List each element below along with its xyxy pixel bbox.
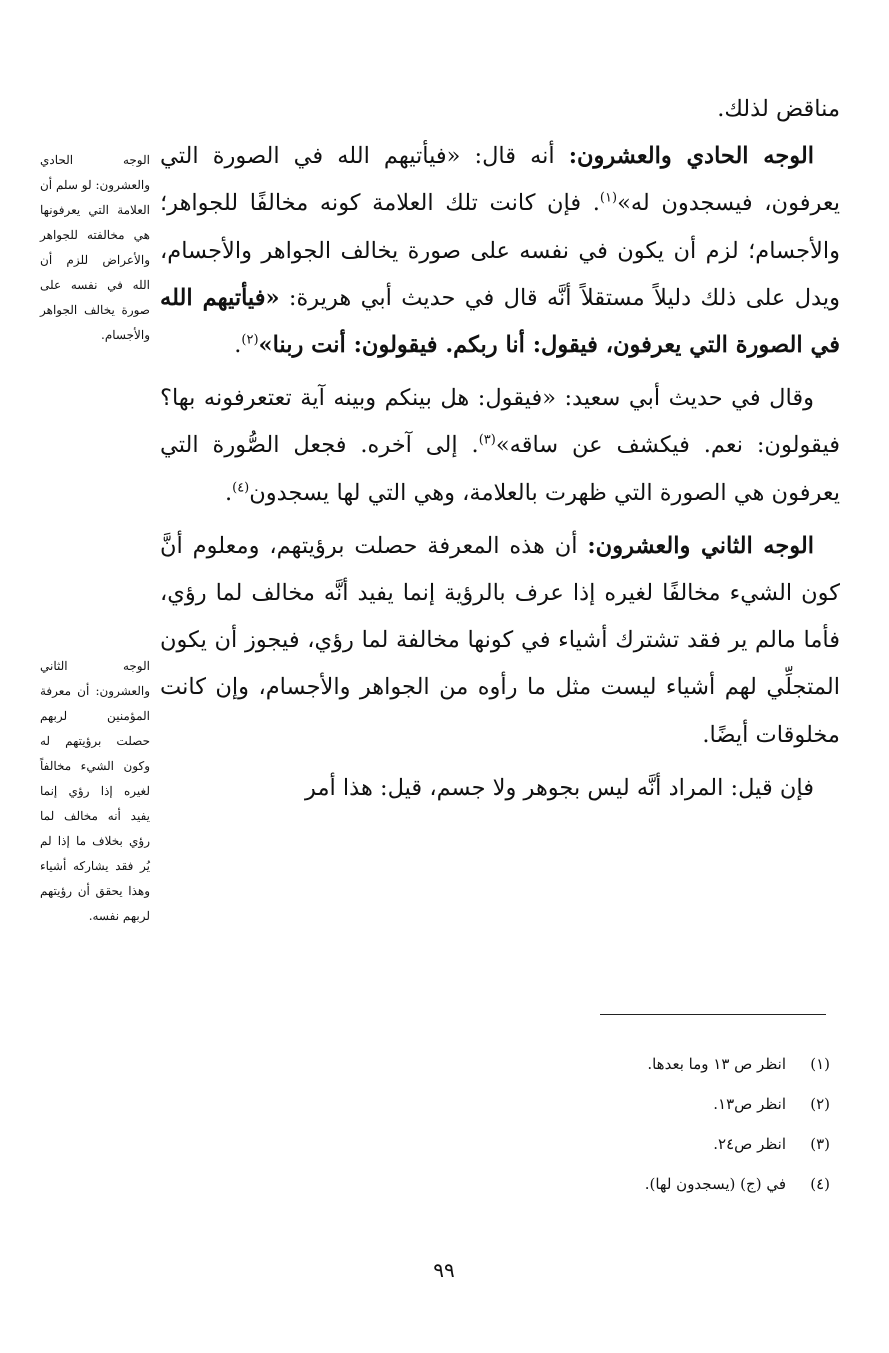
footnote-divider — [600, 1014, 826, 1015]
footnotes — [480, 1044, 830, 1204]
margin-note-22: الوجه الثاني والعشرون: أن معرفة المؤمنين لربهم حصلت برؤيتهم له وكون الشيء مخالفاً لغيره إذا رؤي إنما يفيد أنه مخالف لما رؤي بخلاف ما إذا لم يُر فقد يشاركه أشياء وهذا يحقق أن رؤيتهم لربهم نفسه. — [40, 659, 150, 923]
section-heading-21: الوجه الحادي والعشرون: — [568, 143, 814, 170]
main-text — [160, 86, 840, 812]
hadith-quote-bold: «فيأتيهم الله في الصورة التي يعرفون، فيقول: أنا ربكم. فيقولون: أنت ربنا» — [160, 284, 840, 359]
footnote-item: (٢) انظر ص١٣. — [713, 1095, 830, 1113]
paragraph-5: فإن قيل: المراد أنَّه ليس بجوهر ولا جسم، قيل: هذا أمر — [305, 774, 814, 801]
footnote-ref-2: (٢) — [241, 332, 259, 348]
paragraph-3: وقال في حديث أبي سعيد: «فيقول: هل بينكم وبينه آية تعتعرفونه بها؟ فيقولون: نعم. فيكشف عن ساقه»$^{(٣)}$. إلى آخره. فجعل الصُّورة التي يعرفون هي الصورة التي ظهرت بالعلامة، وهي التي لها يسجدون$^{(٤)}$. — [160, 385, 840, 506]
paragraph-4: الوجه الثاني والعشرون: أن هذه المعرفة حصلت برؤيتهم، ومعلوم أنَّ كون الشيء مخالفًا لغيره إذا عرف بالرؤية إنما يفيد أنَّه مخالف لما رؤي، فأما مالم ير فقد تشترك أشياء في كونها مخالفة لما رؤي، فيجوز أن يكون المتجلِّي لهم أشياء ليست مثل ما رأوه من الجواهر والأجسام، وإن كانت مخلوقات أيضًا. — [160, 532, 840, 748]
paragraph-1: مناقض لذلك. — [717, 96, 840, 122]
margin-note-21: الوجه الحادي والعشرون: لو سلم أن العلامة التي يعرفونها هي مخالفته للجواهر والأعراض للزم أن الله في نفسه على صورة يخالف الجواهر والأجسام. — [39, 153, 150, 342]
footnote-ref-4: (٤) — [232, 480, 250, 496]
footnote-ref-3: (٣) — [478, 432, 496, 448]
footnote-ref-1: (١) — [599, 190, 618, 206]
section-heading-22: الوجه الثاني والعشرون: — [587, 532, 814, 559]
footnote-item: (٤) في (ج) (يسجدون لها). — [644, 1175, 830, 1193]
footnote-item: (٣) انظر ص٢٤. — [713, 1135, 830, 1153]
page-number: ٩٩ — [433, 1258, 455, 1282]
paragraph-2: الوجه الحادي والعشرون: أنه قال: «فيأتيهم الله في الصورة التي يعرفون، فيسجدون له»$^{(١)}$. فإن كانت تلك العلامة كونه مخالفًا للجواهر؛ والأجسام؛ لزم أن يكون في نفسه على صورة يخالف الجواهر والأجسام، ويدل على ذلك دليلاً مستقلاً أنَّه قال في حديث أبي هريرة: «فيأتيهم الله في الصورة التي يعرفون، فيقول: أنا ربكم. فيقولون: أنت ربنا»$^{(٢)}$. — [160, 143, 840, 359]
footnote-item: (١) انظر ص ١٣ وما بعدها. — [647, 1055, 830, 1073]
